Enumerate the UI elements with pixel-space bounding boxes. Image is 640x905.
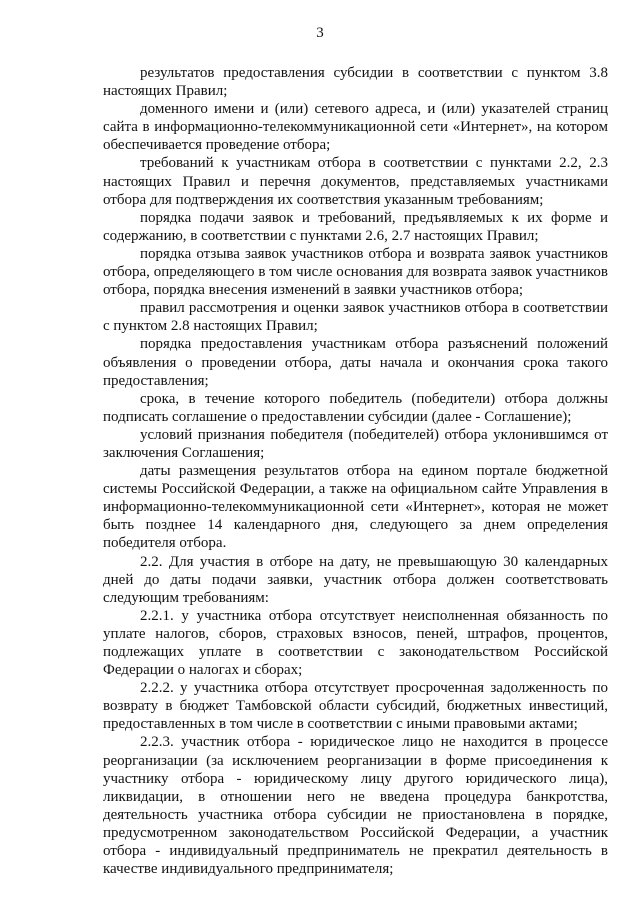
paragraph: порядка отзыва заявок участников отбора и возврата заявок участников отбора, определяющего в том числе основания для возврата заявок участников отбора, порядка внесения изменений в заявки участников отбора; xyxy=(103,245,608,299)
paragraph: 2.2.1. у участника отбора отсутствует неисполненная обязанность по уплате налогов, сборов, страховых взносов, пеней, штрафов, процентов, подлежащих уплате в соответствии с законодательством Российской Федерации о налогах и сборах; xyxy=(103,607,608,679)
paragraph: 2.2.3. участник отбора - юридическое лицо не находится в процессе реорганизации (за исключением реорганизации в форме присоединения к участнику отбора - юридическому лицу другого юридического лица), ликвидации, в отношении него не введена процедура банкротства, деятельность участника отбора субсидии не приостановлена в порядке, предусмотренном законодательством Российской Федерации, а участник отбора - индивидуальный предприниматель не прекратил деятельность в качестве индивидуального предпринимателя; xyxy=(103,734,608,878)
document-body xyxy=(103,64,608,878)
paragraph: доменного имени и (или) сетевого адреса, и (или) указателей страниц сайта в информационно-телекоммуникационной сети «Интернет», на котором обеспечивается проведение отбора; xyxy=(103,101,608,154)
paragraph: 2.2. Для участия в отборе на дату, не превышающую 30 календарных дней до даты подачи заявки, участник отбора должен соответствовать следующим требованиям: xyxy=(103,553,608,606)
paragraph: требований к участникам отбора в соответствии с пунктами 2.2, 2.3 настоящих Правил и перечня документов, представляемых участниками отбора для подтверждения их соответствия указанным требованиям; xyxy=(103,155,608,208)
paragraph: даты размещения результатов отбора на едином портале бюджетной системы Российской Федерации, а также на официальном сайте Управления в информационно-телекоммуникационной сети «Интернет», которая не может быть позднее 14 календарного дня, следующего за днем определения победителя отбора. xyxy=(103,463,608,552)
paragraph: порядка предоставления участникам отбора разъяснений положений объявления о проведении отбора, даты начала и окончания срока такого предоставления; xyxy=(103,336,608,389)
paragraph: срока, в течение которого победитель (победители) отбора должны подписать соглашение о предоставлении субсидии (далее - Соглашение); xyxy=(103,390,608,425)
page-number: 3 xyxy=(316,25,324,41)
paragraph: порядка подачи заявок и требований, предъявляемых к их форме и содержанию, в соответствии с пунктами 2.6, 2.7 настоящих Правил; xyxy=(103,209,608,244)
paragraph: условий признания победителя (победителей) отбора уклонившимся от заключения Соглашения; xyxy=(103,426,608,461)
paragraph: правил рассмотрения и оценки заявок участников отбора в соответствии с пунктом 2.8 настоящих Правил; xyxy=(103,300,608,335)
paragraph: результатов предоставления субсидии в соответствии с пунктом 3.8 настоящих Правил; xyxy=(103,65,608,100)
paragraph: 2.2.2. у участника отбора отсутствует просроченная задолженность по возврату в бюджет Тамбовской области субсидий, бюджетных инвестиций, предоставленных в том числе в соответствии с иными правовыми актами; xyxy=(103,680,608,733)
